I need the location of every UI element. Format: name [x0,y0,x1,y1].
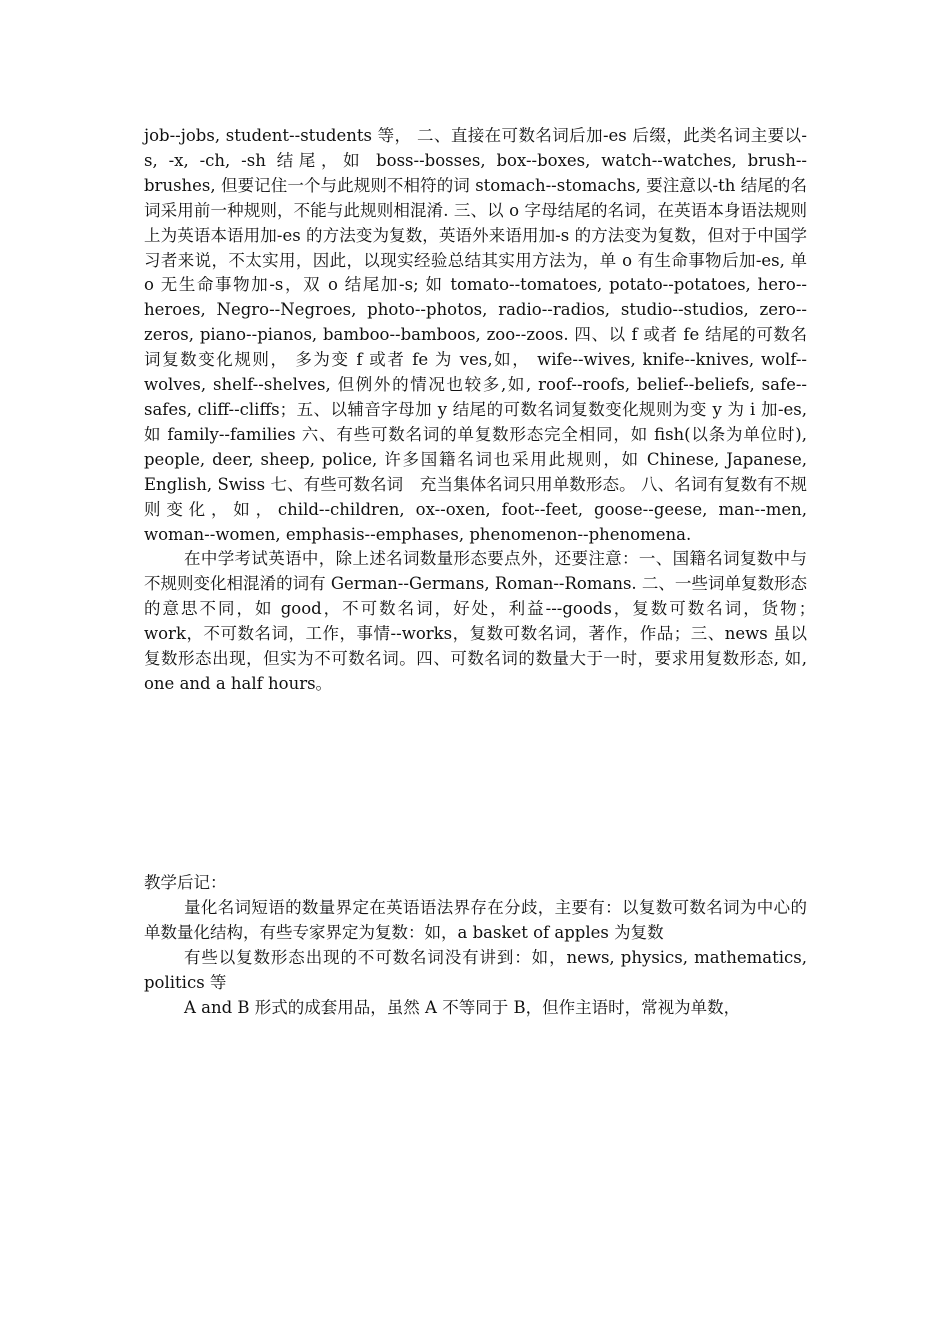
teaching-notes-block [144,871,807,1020]
paragraph-exam-notes: 在中学考试英语中，除上述名词数量形态要点外，还要注意：一、国籍名词复数中与不规则变化相混淆的词有 German--Germans, Roman--Romans. 二、一些词单复数形态的意思不同，如 good，不可数名词，好处，利益---goods，复数可数名词，货物； work，不可数名词，工作，事情--works，复数可数名词，著作，作品；三、news 虽以复数形态出现，但实为不可数名词。四、可数名词的数量大于一时，要求用复数形态, 如, one and a half hours。 [144,549,824,693]
teaching-note-paragraph: 量化名词短语的数量界定在英语语法界存在分歧，主要有：以复数可数名词为中心的单数量化结构，有些专家界定为复数：如，a basket of apples 为复数 [144,897,807,942]
main-text-block [144,124,824,697]
teaching-note-paragraph: 有些以复数形态出现的不可数名词没有讲到：如，news, physics, mathematics, politics 等 [144,947,807,992]
teaching-notes-heading: 教学后记： [144,873,227,892]
teaching-note-paragraph: A and B 形式的成套用品，虽然 A 不等同于 B，但作主语时，常视为单数， [184,997,741,1017]
paragraph-plural-rules: job--jobs, student--students 等， 二、直接在可数名词后加-es 后缀，此类名词主要以-s, -x, -ch, -sh 结尾，如 boss--bosses, box--boxes, watch--watches, brush--brushes, 但要记住一个与此规则不相符的词 stomach--stomachs, 要注意以-th 结尾的名词采用前一种规则，不能与此规则相混淆. 三、以 o 字母结尾的名词，在英语本身语法规则上为英语本语用加-es 的方法变为复数，英语外来语用加-s 的方法变为复数，但对于中国学习者来说，不太实用，因此，以现实经验总结其实用方法为，单 o 有生命事物后加-es, 单 o 无生命事物加-s，双 o 结尾加-s; 如 tomato--tomatoes, potato--potatoes, hero--heroes, Negro--Negroes, photo--photos, radio--radios, studio--studios, zero--zeros, piano--pianos, bamboo--bamboos, zoo--zoos. 四、以 f 或者 fe 结尾的可数名词复数变化规则， 多为变 f 或者 fe 为 ves,如， wife--wives, knife--knives, wolf--wolves, shelf--shelves, 但例外的情况也较多,如, roof--roofs, belief--beliefs, safe--safes, cliff--cliffs；五、以辅音字母加 y 结尾的可数名词复数变化规则为变 y 为 i 加-es, 如 family--families 六、有些可数名词的单复数形态完全相同，如 fish(以条为单位时), people, deer, sheep, police, 许多国籍名词也采用此规则，如 Chinese, Japanese, English, Swiss 七、有些可数名词 充当集体名词只用单数形态。 八、名词有复数有不规则变化，如，child--children, ox--oxen, foot--feet, goose--geese, man--men, woman--women, emphasis--emphases, phenomenon--phenomena. [144,126,807,544]
